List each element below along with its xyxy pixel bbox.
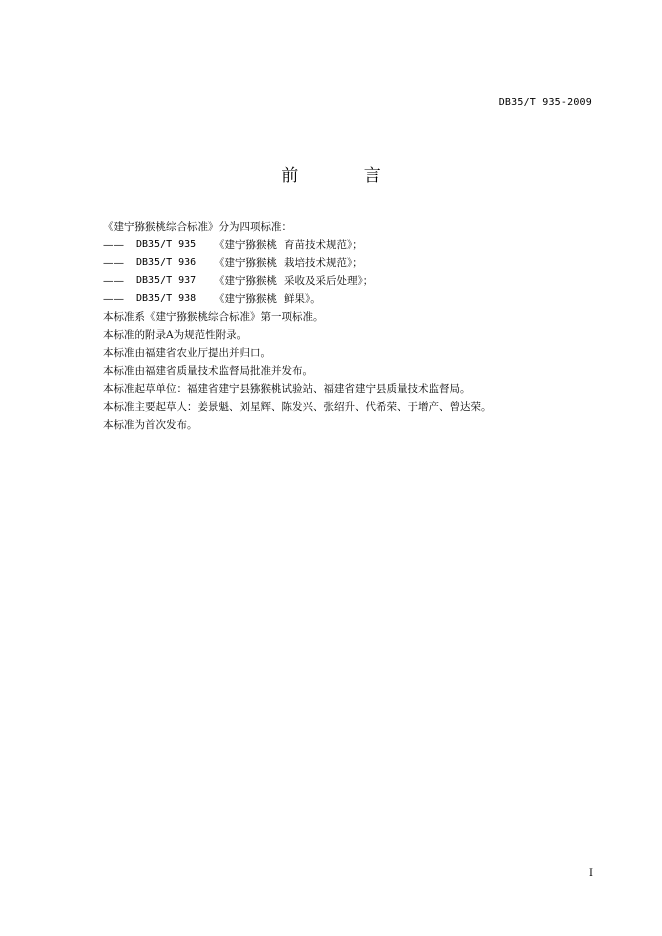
- list-dash: ——: [103, 239, 124, 251]
- list-item: [103, 236, 603, 254]
- paragraph: 本标准系《建宁猕猴桃综合标准》第一项标准。: [103, 311, 324, 323]
- standard-series: 《建宁猕猴桃: [214, 239, 277, 251]
- foreword-body: [103, 218, 603, 434]
- list-dash: ——: [103, 275, 124, 287]
- list-dash: ——: [103, 293, 124, 305]
- standard-subtitle: 育苗技术规范》；: [284, 239, 363, 251]
- paragraph: 本标准由福建省质量技术监督局批准并发布。: [103, 365, 313, 377]
- list-item: [103, 290, 603, 308]
- standard-series: 《建宁猕猴桃: [214, 257, 277, 269]
- paragraph: 本标准由福建省农业厅提出并归口。: [103, 347, 271, 359]
- standard-subtitle: 栽培技术规范》；: [284, 257, 363, 269]
- paragraph: 本标准的附录A为规范性附录。: [103, 329, 248, 341]
- standard-number: DB35/T 937: [136, 275, 197, 286]
- standard-subtitle: 鲜果》。: [284, 293, 321, 305]
- list-item: [103, 254, 603, 272]
- standard-number: DB35/T 938: [136, 293, 197, 304]
- list-dash: ——: [103, 257, 124, 269]
- standard-series: 《建宁猕猴桃: [214, 293, 277, 305]
- standard-code: DB35/T 935-2009: [498, 97, 592, 108]
- page-title: 前 言: [281, 166, 411, 186]
- paragraph: 本标准主要起草人：姜景魁、刘星辉、陈发兴、张绍升、代希荣、于增产、曾达荣。: [103, 401, 492, 413]
- standard-number: DB35/T 935: [136, 239, 197, 250]
- page-number: I: [589, 868, 593, 879]
- standard-series: 《建宁猕猴桃: [214, 275, 277, 287]
- intro-line: 《建宁猕猴桃综合标准》分为四项标准：: [103, 221, 292, 233]
- standard-number: DB35/T 936: [136, 257, 197, 268]
- list-item: [103, 272, 603, 290]
- paragraph: 本标准起草单位：福建省建宁县猕猴桃试验站、福建省建宁县质量技术监督局。: [103, 383, 471, 395]
- standard-subtitle: 采收及采后处理》；: [284, 275, 374, 287]
- paragraph: 本标准为首次发布。: [103, 419, 198, 431]
